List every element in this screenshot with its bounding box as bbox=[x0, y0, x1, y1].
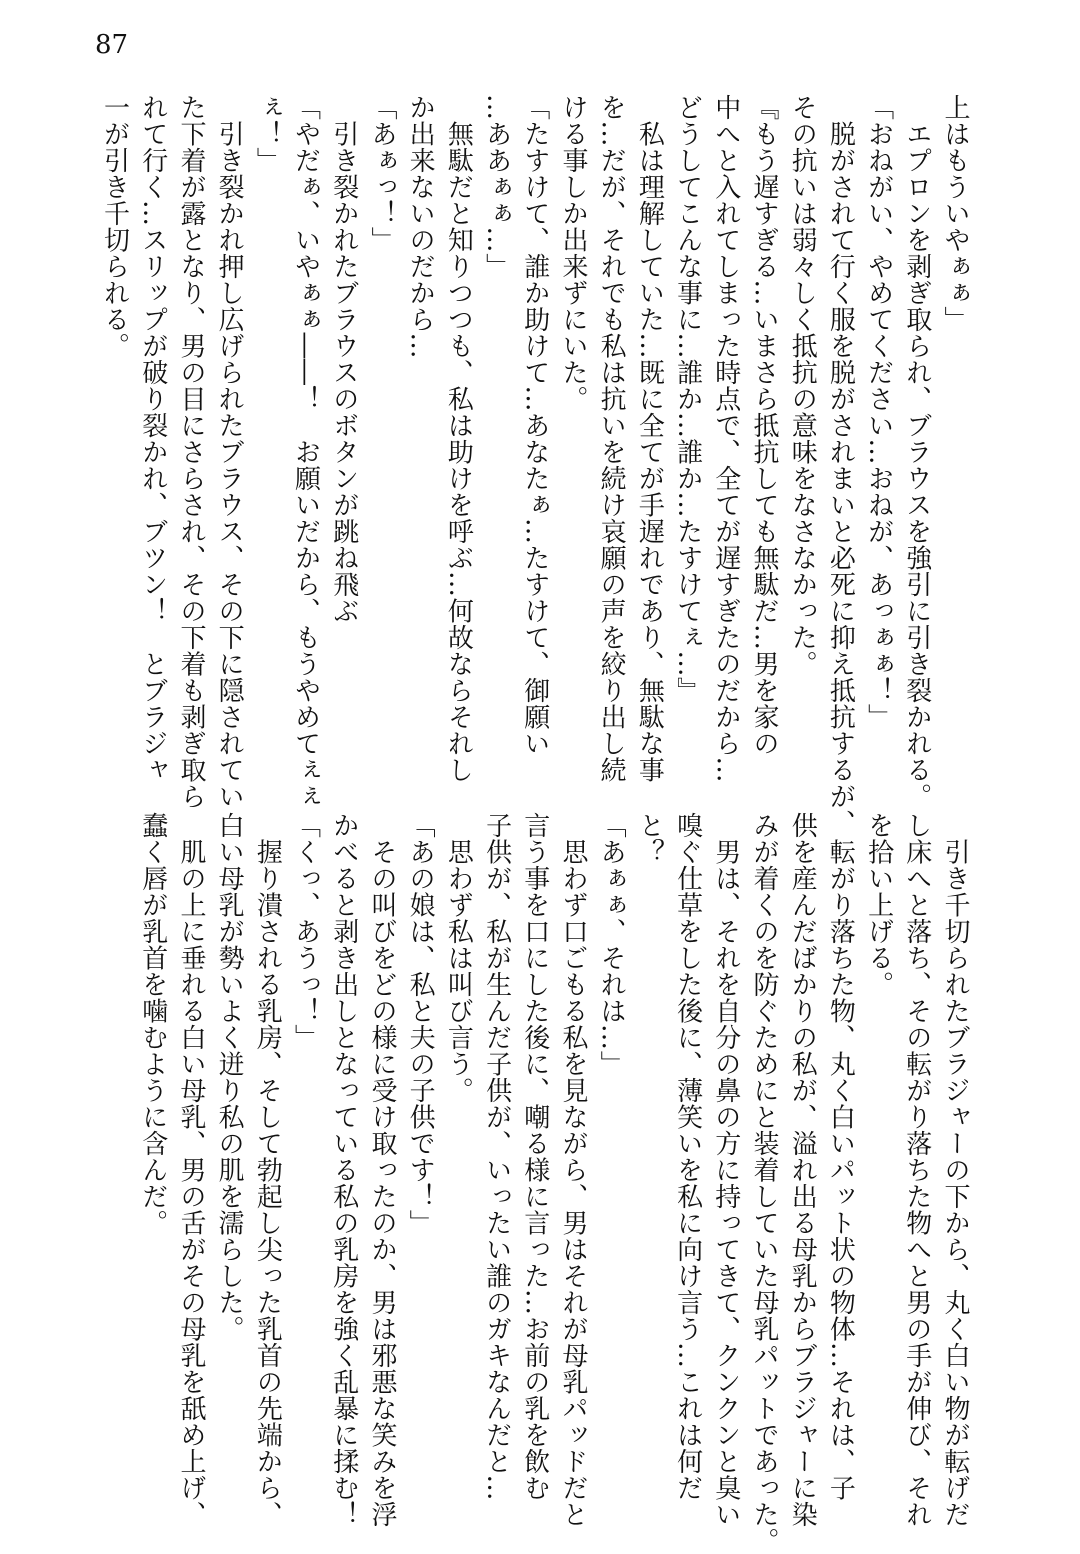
text-line: かべると剥き出しとなっている私の乳房を強く乱暴に揉む！ bbox=[328, 812, 359, 1528]
text-line: 中へと入れてしまった時点で、全てが遅すぎたのだから… bbox=[710, 94, 741, 783]
text-line: その抗いは弱々しく抵抗の意味をなさなかった。 bbox=[787, 94, 818, 677]
text-line: か出来ないのだから… bbox=[405, 94, 436, 359]
text-line: 引き裂かれ押し広げられたブラウス、その下に隠されてい bbox=[214, 94, 245, 810]
text-line: と？ bbox=[634, 812, 665, 865]
page-number: 87 bbox=[95, 30, 129, 60]
text-line: 思わず私は叫び言う。 bbox=[443, 812, 474, 1104]
text-line: 「やだぁ、いやぁぁ――！ お願いだから、もうやめてぇぇ bbox=[290, 94, 321, 810]
text-line: 肌の上に垂れる白い母乳、男の舌がその母乳を舐め上げ、 bbox=[175, 812, 206, 1528]
text-line: ぇ！」 bbox=[252, 94, 283, 174]
top-text-block bbox=[95, 94, 974, 836]
text-line: 握り潰される乳房、そして勃起し尖った乳首の先端から、 bbox=[252, 812, 283, 1528]
text-line: 嗅ぐ仕草をした後に、薄笑いを私に向け言う…これは何だ bbox=[672, 812, 703, 1501]
text-line: その叫びをどの様に受け取ったのか、男は邪悪な笑みを浮 bbox=[366, 812, 397, 1528]
text-line: みが着くのを防ぐためにと装着していた母乳パットであった。 bbox=[748, 812, 779, 1554]
text-line: 私は理解していた…既に全てが手遅れであり、無駄な事 bbox=[634, 94, 665, 783]
text-line: 「くっ、あうっ！」 bbox=[290, 812, 321, 1051]
text-line: 供を産んだばかりの私が、溢れ出る母乳からブラジャーに染 bbox=[787, 812, 818, 1528]
text-line: 「あぁっ！」 bbox=[366, 94, 397, 253]
text-line: 引き裂かれたブラウスのボタンが跳ね飛ぶ bbox=[328, 94, 359, 624]
text-line: 白い母乳が勢いよく迸り私の肌を濡らした。 bbox=[214, 812, 245, 1342]
text-line: 脱がされて行く服を脱がされまいと必死に抑え抵抗するが、 bbox=[825, 94, 856, 836]
text-line: 子供が、私が生んだ子供が、いったい誰のガキなんだと… bbox=[481, 812, 512, 1501]
text-line: 蠢く唇が乳首を噛むように含んだ。 bbox=[137, 812, 168, 1236]
text-line: …ああぁぁ…」 bbox=[481, 94, 512, 280]
text-line: た下着が露となり、男の目にさらされ、その下着も剥ぎ取ら bbox=[175, 94, 206, 810]
text-line: 「おねがい、やめてください…おねが、あっぁぁ！」 bbox=[863, 94, 894, 730]
text-line: 「あの娘は、私と夫の子供です！」 bbox=[405, 812, 436, 1236]
text-line: 無駄だと知りつつも、私は助けを呼ぶ…何故ならそれし bbox=[443, 94, 474, 783]
text-line: 男は、それを自分の鼻の方に持ってきて、クンクンと臭い bbox=[710, 812, 741, 1528]
text-line: し床へと落ち、その転がり落ちた物へと男の手が伸び、それ bbox=[901, 812, 932, 1528]
text-line: 引き千切られたブラジャーの下から、丸く白い物が転げだ bbox=[940, 812, 970, 1528]
text-line: れて行く…スリップが破り裂かれ、ブツン！ とブラジャ bbox=[137, 94, 168, 783]
text-line: を…だが、それでも私は抗いを続け哀願の声を絞り出し続 bbox=[596, 94, 627, 783]
text-line: 転がり落ちた物、丸く白いパット状の物体…それは、子 bbox=[825, 812, 856, 1501]
text-line: 『もう遅すぎる…いまさら抵抗しても無駄だ…男を家の bbox=[748, 94, 779, 757]
text-line: エプロンを剥ぎ取られ、ブラウスを強引に引き裂かれる。 bbox=[901, 94, 932, 810]
text-line: ける事しか出来ずにいた。 bbox=[557, 94, 588, 412]
bottom-text-block bbox=[134, 812, 974, 1554]
text-line: 「あぁぁ、それは…」 bbox=[596, 812, 627, 1077]
text-line: どうしてこんな事に…誰か…誰か…たすけてぇ…』 bbox=[672, 94, 703, 704]
text-line: 言う事を口にした後に、嘲る様に言った…お前の乳を飲む bbox=[519, 812, 550, 1501]
text-line: 思わず口ごもる私を見ながら、男はそれが母乳パッドだと bbox=[557, 812, 588, 1528]
text-line: 上はもういやぁぁ」 bbox=[940, 94, 970, 333]
text-line: 一が引き千切られる。 bbox=[99, 94, 130, 359]
text-line: を拾い上げる。 bbox=[863, 812, 894, 998]
text-line: 「たすけて、誰か助けて…あなたぁ…たすけて、御願い bbox=[519, 94, 550, 757]
